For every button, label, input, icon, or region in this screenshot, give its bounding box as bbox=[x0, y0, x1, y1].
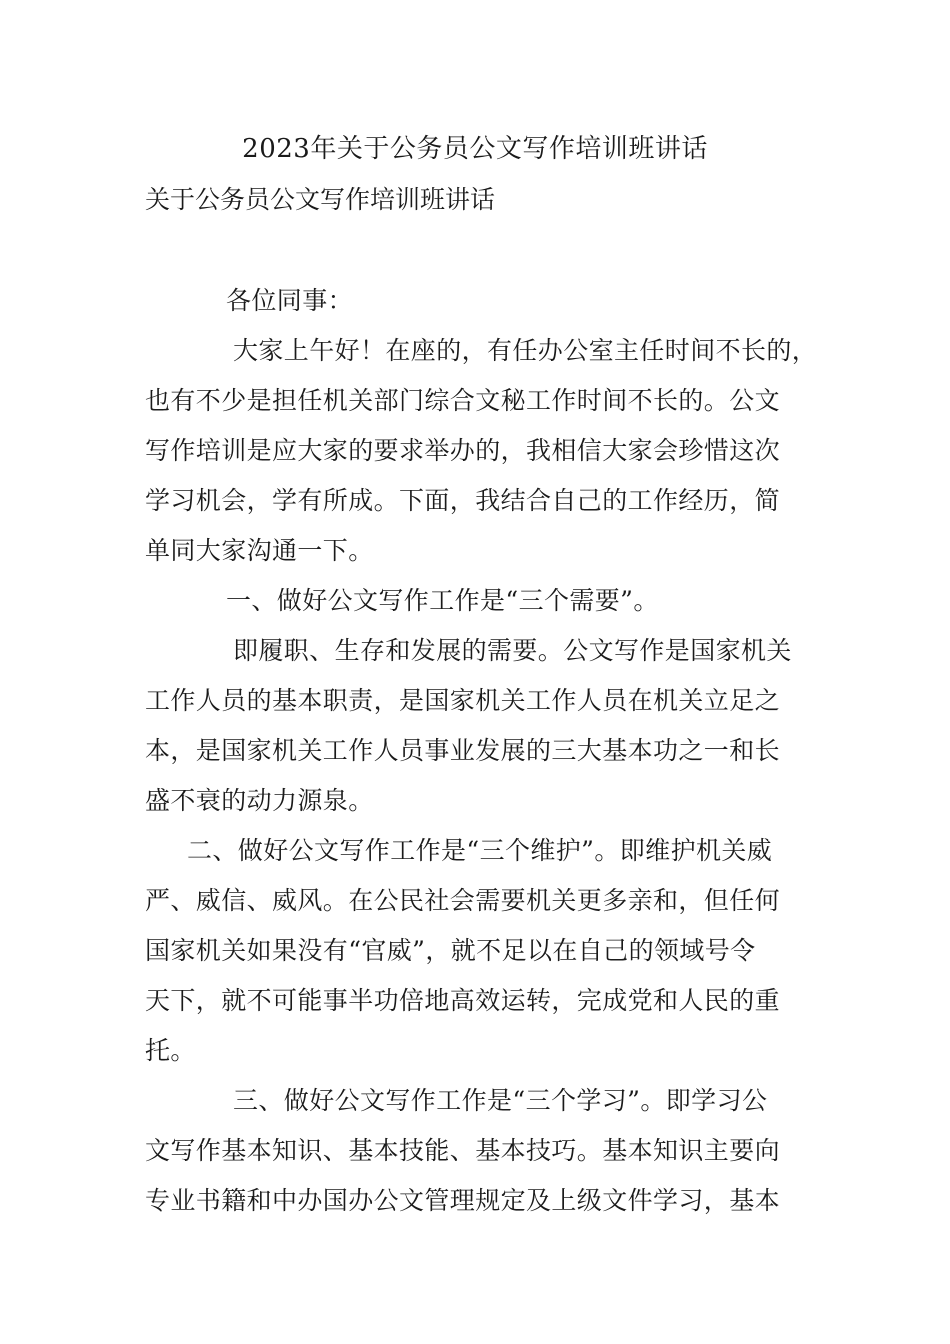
paragraph-line: 专业书籍和中办国办公文管理规定及上级文件学习，基本 bbox=[145, 1186, 781, 1215]
paragraph-line: 也有不少是担任机关部门综合文秘工作时间不长的。公文 bbox=[145, 386, 781, 415]
paragraph-line: 托。 bbox=[145, 1036, 196, 1065]
paragraph-line: 工作人员的基本职责，是国家机关工作人员在机关立足之 bbox=[145, 686, 781, 715]
document-subtitle: 关于公务员公文写作培训班讲话 bbox=[145, 185, 496, 214]
salutation: 各位同事： bbox=[226, 286, 354, 315]
paragraph-line: 写作培训是应大家的要求举办的，我相信大家会珍惜这次 bbox=[145, 436, 781, 465]
paragraph-line: 文写作基本知识、基本技能、基本技巧。基本知识主要向 bbox=[145, 1136, 781, 1165]
paragraph-line: 大家上午好！在座的，有任办公室主任时间不长的， bbox=[233, 336, 818, 365]
paragraph-line: 本，是国家机关工作人员事业发展的三大基本功之一和长 bbox=[145, 736, 781, 765]
section-heading-3: 三、做好公文写作工作是“三个学习”。即学习公 bbox=[233, 1086, 768, 1115]
paragraph-line: 盛不衰的动力源泉。 bbox=[145, 786, 374, 815]
document-title: 2023年关于公务员公文写作培训班讲话 bbox=[242, 134, 708, 164]
paragraph-line: 严、威信、威风。在公民社会需要机关更多亲和，但任何 bbox=[145, 886, 781, 915]
paragraph-line: 国家机关如果没有“官威”，就不足以在自己的领域号令 bbox=[145, 936, 756, 965]
paragraph-line: 天下，就不可能事半功倍地高效运转，完成党和人民的重 bbox=[145, 986, 781, 1015]
paragraph-line: 单同大家沟通一下。 bbox=[145, 536, 374, 565]
paragraph-line: 学习机会，学有所成。下面，我结合自己的工作经历，简 bbox=[145, 486, 781, 515]
paragraph-line: 即履职、生存和发展的需要。公文写作是国家机关 bbox=[233, 636, 792, 665]
section-heading-2: 二、做好公文写作工作是“三个维护”。即维护机关威 bbox=[187, 836, 773, 865]
section-heading-1: 一、做好公文写作工作是“三个需要”。 bbox=[226, 586, 659, 615]
